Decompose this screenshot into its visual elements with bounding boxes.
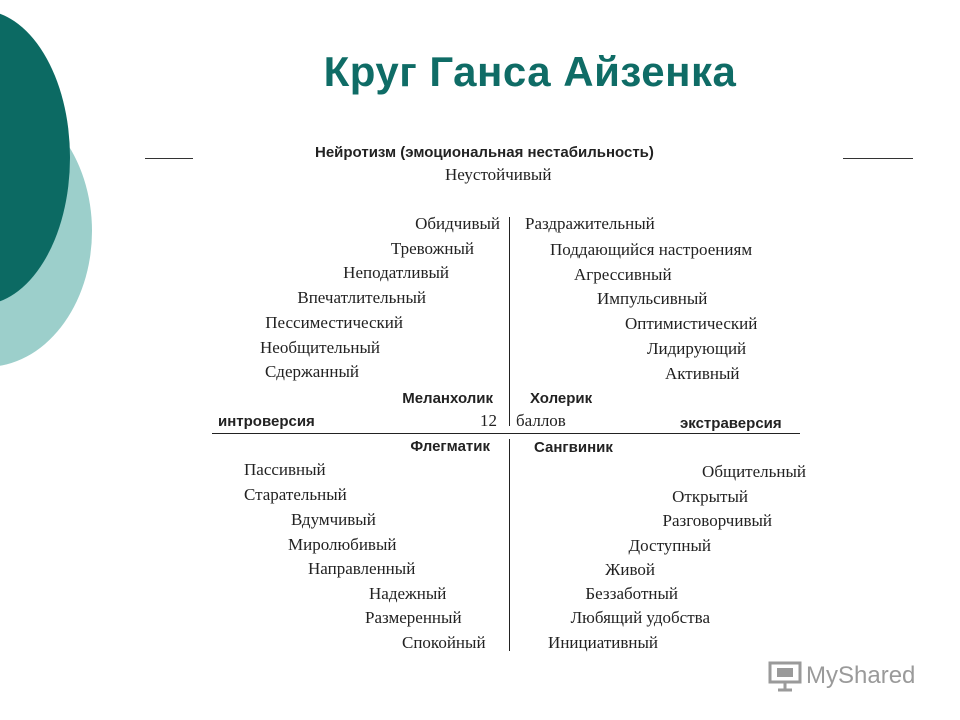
axis-unstable-label: Неустойчивый xyxy=(445,165,552,184)
trait-phlegmatic: Размеренный xyxy=(365,608,462,627)
trait-choleric: Активный xyxy=(665,364,740,383)
trait-sanguine: Любящий удобства xyxy=(570,608,710,627)
trait-choleric: Агрессивный xyxy=(574,265,672,284)
trait-melancholic: Неподатливый xyxy=(343,263,449,282)
type-sanguine: Сангвиник xyxy=(534,439,613,456)
slide-title: Круг Ганса Айзенка xyxy=(323,48,737,95)
vertical-axis-bottom xyxy=(509,439,510,651)
trait-sanguine: Разговорчивый xyxy=(662,511,772,530)
trait-sanguine: Инициативный xyxy=(548,633,658,652)
trait-sanguine: Беззаботный xyxy=(585,584,678,603)
trait-phlegmatic: Направленный xyxy=(308,559,416,578)
left-rule xyxy=(145,158,193,159)
trait-choleric: Раздражительный xyxy=(525,214,655,233)
type-choleric: Холерик xyxy=(530,390,593,407)
trait-phlegmatic: Вдумчивый xyxy=(291,510,376,529)
trait-phlegmatic: Старательный xyxy=(244,485,347,504)
type-phlegmatic: Флегматик xyxy=(410,438,490,455)
type-melancholic: Меланхолик xyxy=(402,390,493,407)
trait-melancholic: Впечатлительный xyxy=(297,288,426,307)
watermark xyxy=(768,660,915,692)
trait-choleric: Оптимистический xyxy=(625,314,758,333)
trait-melancholic: Пессиместический xyxy=(265,313,403,332)
trait-sanguine: Живой xyxy=(605,560,655,579)
trait-phlegmatic: Спокойный xyxy=(402,633,486,652)
trait-choleric: Импульсивный xyxy=(597,289,708,308)
trait-melancholic: Обидчивый xyxy=(415,214,500,233)
axis-neuroticism-label: Нейротизм (эмоциональная нестабильность) xyxy=(315,144,654,161)
trait-sanguine: Общительный xyxy=(702,462,806,481)
trait-melancholic: Тревожный xyxy=(390,239,474,258)
center-score-unit: баллов xyxy=(516,411,566,430)
trait-melancholic: Необщительный xyxy=(260,338,380,357)
trait-choleric: Поддающийся настроениям xyxy=(550,240,753,259)
trait-phlegmatic: Пассивный xyxy=(244,460,326,479)
trait-melancholic: Сдержанный xyxy=(264,362,359,381)
watermark-text: MyShared xyxy=(806,662,916,689)
axis-introversion-label: интроверсия xyxy=(218,413,315,430)
trait-sanguine: Доступный xyxy=(628,536,711,555)
trait-phlegmatic: Надежный xyxy=(369,584,447,603)
center-score-number: 12 xyxy=(480,411,497,430)
axis-extraversion-label: экстраверсия xyxy=(680,415,782,432)
presentation-board-icon xyxy=(768,660,802,692)
trait-phlegmatic: Миролюбивый xyxy=(288,535,397,554)
right-rule xyxy=(843,158,913,159)
vertical-axis-top xyxy=(509,217,510,426)
trait-sanguine: Открытый xyxy=(672,487,748,506)
trait-choleric: Лидирующий xyxy=(647,339,747,358)
